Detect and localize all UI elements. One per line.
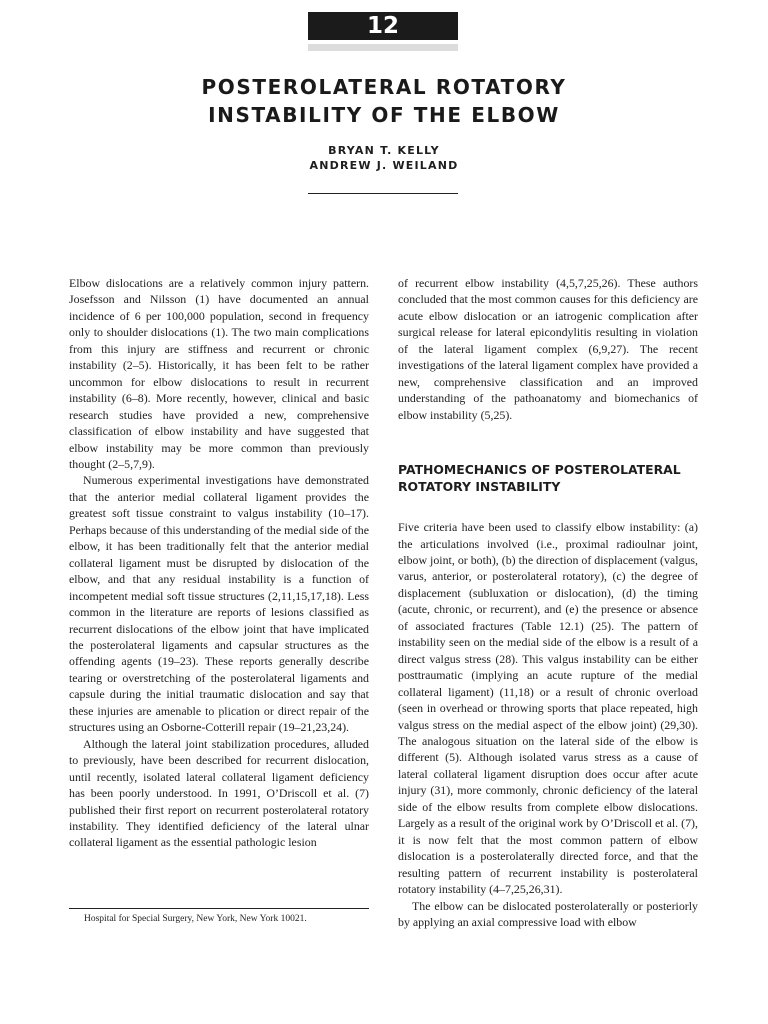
author-name: BRYAN T. KELLY <box>328 144 440 157</box>
section-heading-line: ROTATORY INSTABILITY <box>398 479 561 495</box>
right-column <box>398 275 698 930</box>
title-line-2: INSTABILITY OF THE ELBOW <box>208 103 560 127</box>
author-name: ANDREW J. WEILAND <box>309 159 459 172</box>
author-list <box>0 143 768 173</box>
body-paragraph: Elbow dislocations are a relatively common injury pattern. Josefsson and Nilsson (1) have documented an annual incidence of 6 per 100,000 population, second in frequency only to shoulder dislocations (1). The two main complications from this injury are stiffness and recurrent or chronic instability (2–5). Historically, it has been felt to be rather uncommon for elbow dislocations to result in recurrent instability (6–8). More recently, however, clinical and basic research studies have provided a new, comprehensive classification of elbow instability and have suggested that elbow instability may be more common than previously thought (2–5,7,9). <box>69 276 369 471</box>
affiliation-footnote: Hospital for Special Surgery, New York, New York 10021. <box>84 914 307 924</box>
body-paragraph: Numerous experimental investigations have demonstrated that the anterior medial collateral ligament provides the greatest soft tissue constraint to valgus instability (10–17). Perhaps because of this understanding of the medial side of the elbow, it has been traditionally felt that the anterior medial collateral ligament must be disrupted by dislocation of the elbow, and that any residual instability is a function of incompetent medial soft tissue structures (2,11,15,17,18). Less common in the literature are reports of lesions classified as recurrent dislocations of the elbow joint that have implicated the posterolateral ligaments and capsular structures as the offending agents (19–23). These reports generally describe tearing or overstretching of the posterolateral ligaments and capsule during the initial traumatic dislocation and say that these injuries are amenable to plication or direct repair of the structures using an Osborne-Cotterill repair (19–21,23,24). <box>69 473 369 735</box>
title-line-1: POSTEROLATERAL ROTATORY <box>201 75 567 99</box>
footnote-divider <box>69 908 369 909</box>
chapter-underline <box>308 44 458 51</box>
left-column <box>69 275 369 851</box>
section-heading-line: PATHOMECHANICS OF POSTEROLATERAL <box>398 462 681 478</box>
chapter-number: 12 <box>308 12 458 40</box>
section-heading <box>398 461 698 495</box>
body-paragraph: Although the lateral joint stabilization procedures, alluded to previously, have been described for recurrent dislocation, until recently, isolated lateral collateral ligament deficiency has been poorly understood. In 1991, O’Driscoll et al. (7) published their first report on recurrent posterolateral rotatory instability. They identified deficiency of the lateral ulnar collateral ligament as the essential pathologic lesion <box>69 736 369 850</box>
title-divider <box>308 193 458 194</box>
body-paragraph: The elbow can be dislocated posterolaterally or posteriorly by applying an axial compressive load with elbow <box>398 898 698 929</box>
article-title <box>0 73 768 129</box>
body-paragraph: of recurrent elbow instability (4,5,7,25,26). These authors concluded that the most common causes for this deficiency are acute elbow dislocation or an iatrogenic complication after surgical release for lateral epicondylitis resulting in violation of the lateral ligament complex (6,9,27). The recent investigations of the lateral ligament complex have provided a new, comprehensive classification and an improved understanding of the pathoanatomy and biomechanics of elbow instability (5,25). <box>398 276 698 422</box>
body-paragraph: Five criteria have been used to classify elbow instability: (a) the articulations involved (i.e., proximal radioulnar joint, elbow joint, or both), (b) the direction of displacement (valgus, varus, anterior, or posterolateral rotatory), (c) the degree of displacement (subluxation or dislocation), (d) the timing (acute, chronic, or recurrent), and (e) the presence or absence of associated fractures (Table 12.1) (25). The pattern of instability seen on the medial side of the elbow is a result of a direct valgus stress (28). This valgus instability can be either posttraumatic (implying an acute rupture of the medial collateral ligament) (11,18) or a result of chronic overload (seen in overhead or throwing sports that place repeated, high valgus stress on the medial aspect of the elbow joint) (29,30). The analogous situation on the lateral side of the elbow is different (5). Although isolated varus stress as a cause of lateral collateral ligament disruption does occur after acute injury (31), more commonly, chronic deficiency of the lateral side of the elbow results from complete elbow dislocations. Largely as a result of the original work by O’Driscoll et al. (7), it is now felt that the most common pattern of elbow dislocation is a posterolaterally directed force, and that the resulting pattern of recurrent instability is posterolateral rotatory instability (4–7,25,26,31). <box>398 520 698 897</box>
